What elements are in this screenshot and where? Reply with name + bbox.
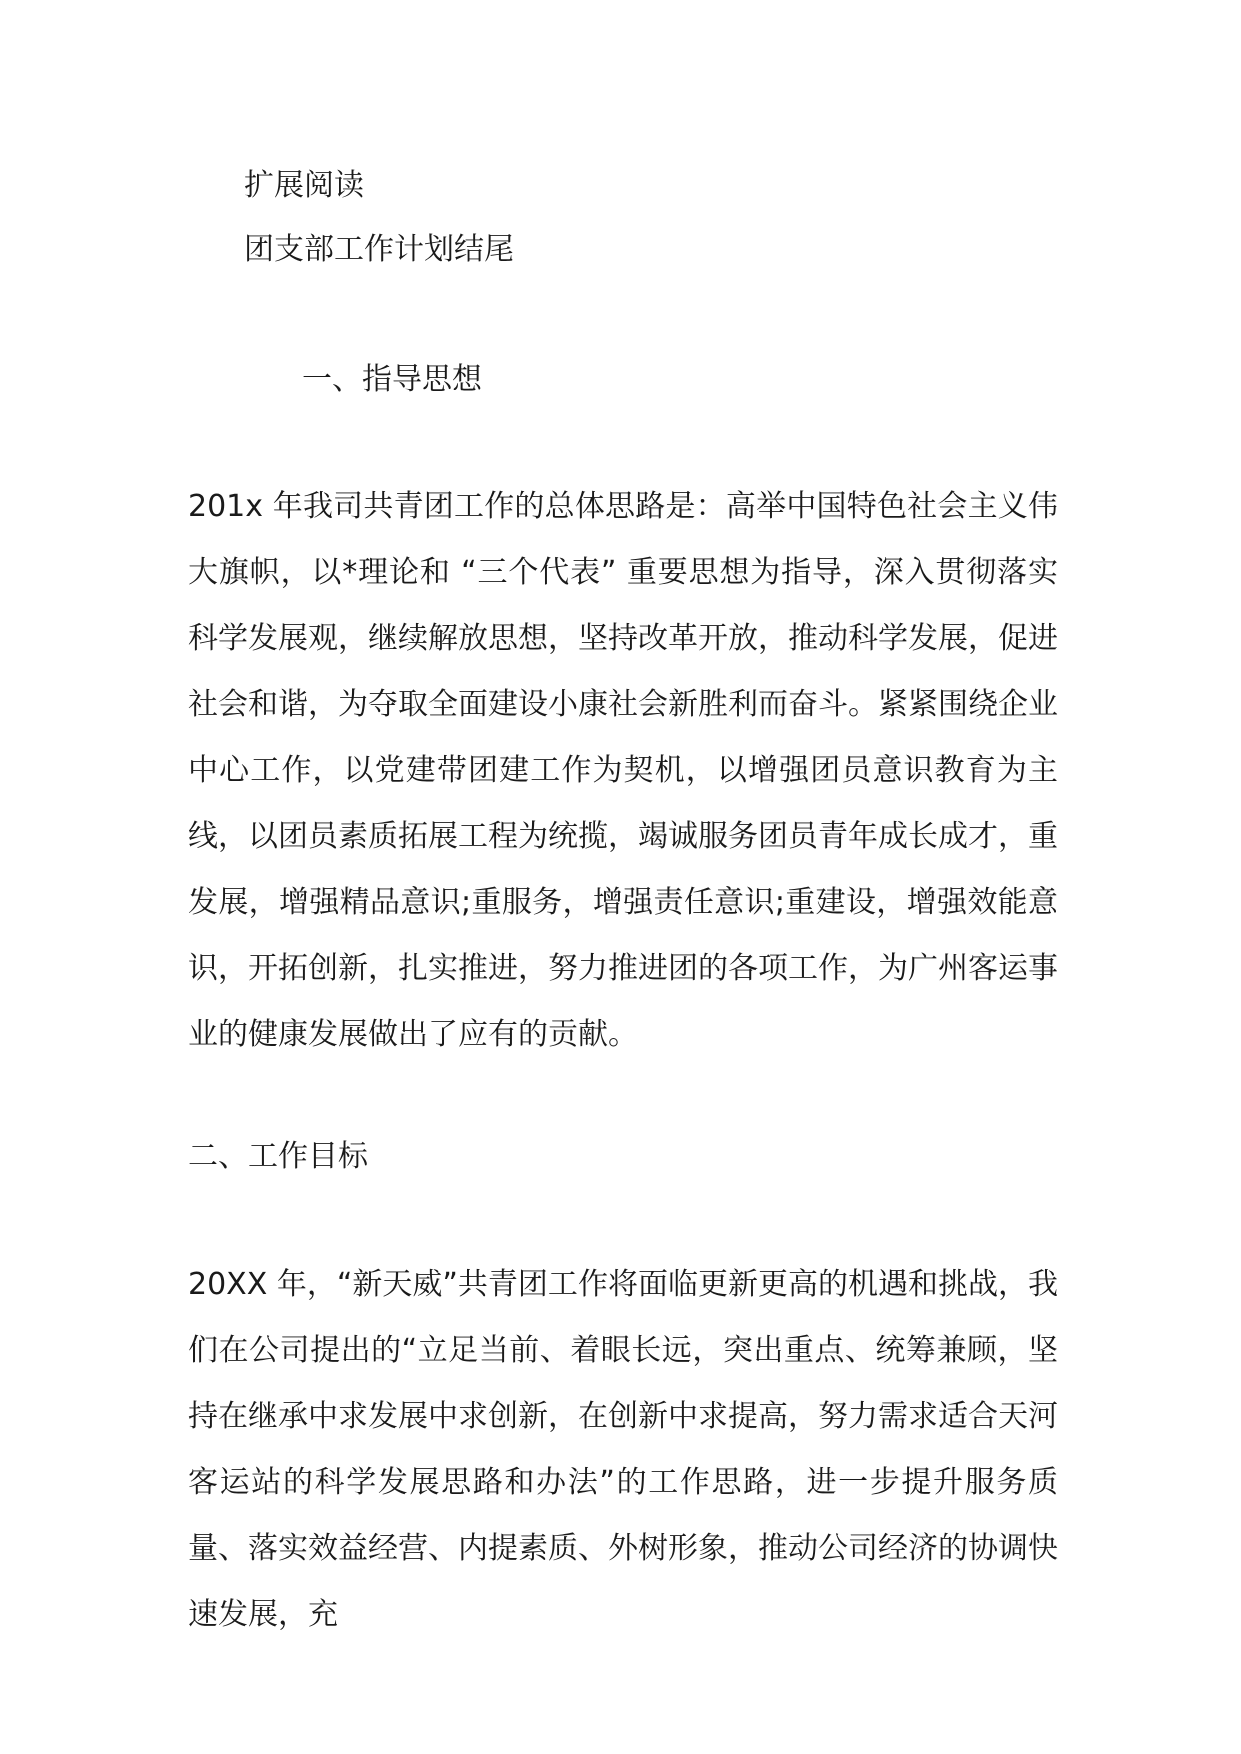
- section-1-heading: 一、指导思想: [302, 362, 482, 397]
- intro-label: 扩展阅读: [244, 168, 364, 203]
- section-2-body: 20XX 年，“新天威”共青团工作将面临更新更高的机遇和挑战，我们在公司提出的“立足当前、着眼长远，突出重点、统筹兼顾，坚持在继承中求发展中求创新，在创新中求提高，努力需求适合天河客运站的科学发展思路和办法”的工作思路，进一步提升服务质量、落实效益经营、内提素质、外树形象，推动公司经济的协调快速发展，充: [188, 1267, 1058, 1632]
- section-1-body: 201x 年我司共青团工作的总体思路是：高举中国特色社会主义伟大旗帜，以*理论和 “三个代表” 重要思想为指导，深入贯彻落实科学发展观，继续解放思想，坚持改革开放，推动科学发展，促进社会和谐，为夺取全面建设小康社会新胜利而奋斗。紧紧围绕企业中心工作，以党建带团建工作为契机，以增强团员意识教育为主线，以团员素质拓展工程为统揽，竭诚服务团员青年成长成才，重发展，增强精品意识;重服务，增强责任意识;重建设，增强效能意识，开拓创新，扎实推进，努力推进团的各项工作，为广州客运事业的健康发展做出了应有的贡献。: [188, 489, 1058, 1052]
- section-2-heading: 二、工作目标: [188, 1139, 368, 1174]
- document-title: 团支部工作计划结尾: [244, 232, 514, 267]
